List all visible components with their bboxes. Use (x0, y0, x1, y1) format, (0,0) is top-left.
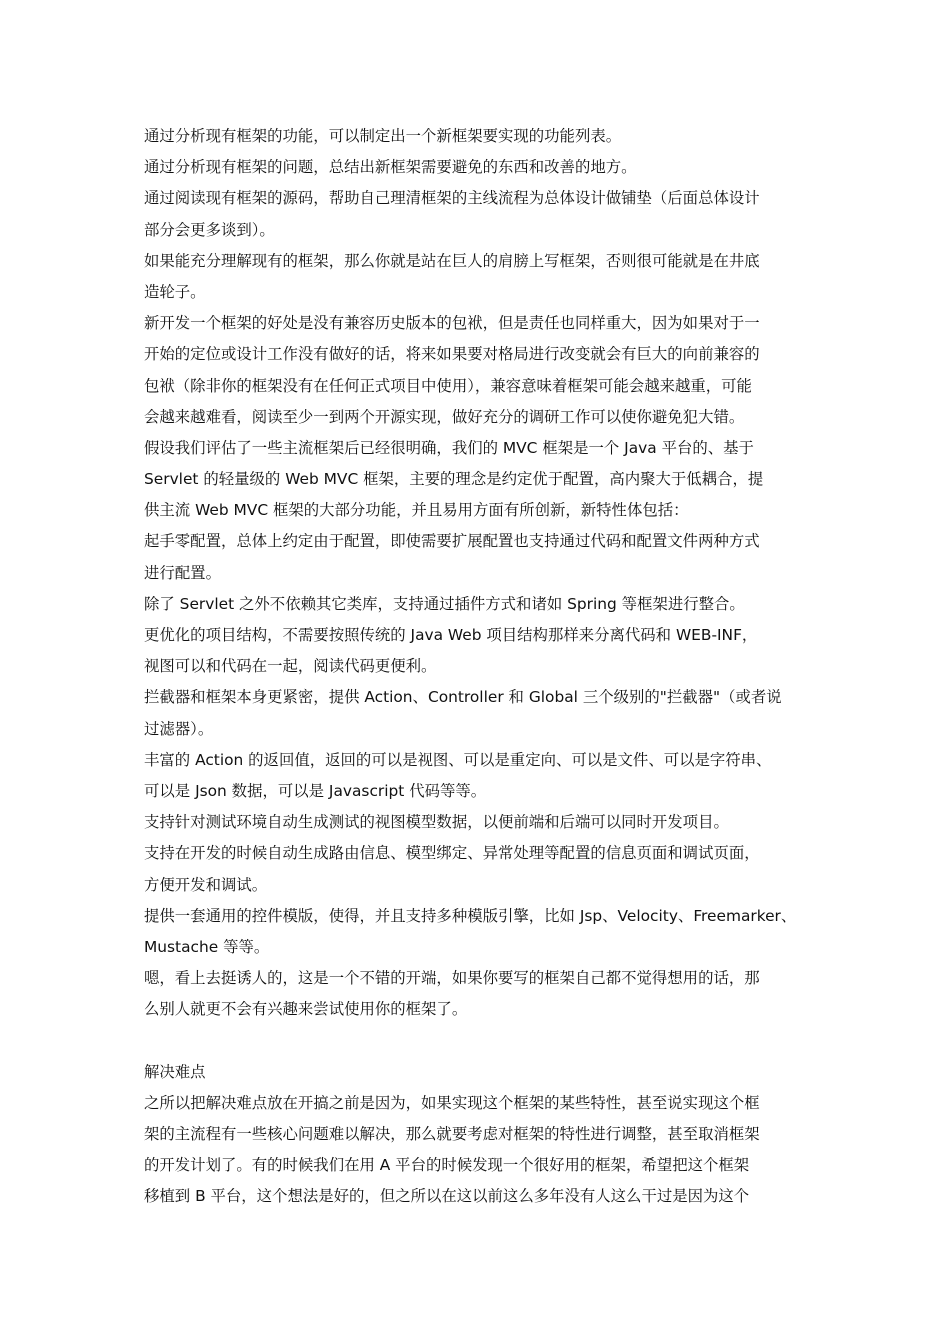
paragraph (144, 682, 808, 744)
text-line: 支持针对测试环境自动生成测试的视图模型数据，以便前端和后端可以同时开发项目。 (144, 813, 729, 832)
blank-line (144, 1025, 808, 1056)
text-line: 移植到 B 平台，这个想法是好的，但之所以在这以前这么多年没有人这么干过是因为这个 (144, 1187, 750, 1206)
paragraph (144, 1088, 808, 1213)
paragraph (144, 433, 808, 527)
text-line: Mustache 等等。 (144, 937, 270, 956)
text-line: 架的主流程有一些核心问题难以解决，那么就要考虑对框架的特性进行调整，甚至取消框架 (144, 1125, 760, 1143)
paragraph (144, 526, 808, 588)
paragraph (144, 838, 808, 900)
section-heading: 解决难点 (144, 1062, 206, 1081)
text-line: 更优化的项目结构，不需要按照传统的 Java Web 项目结构那样来分离代码和 WEB-INF， (144, 626, 758, 644)
text-line: 么别人就更不会有兴趣来尝试使用你的框架了。 (144, 1000, 468, 1019)
text-line: 造轮子。 (144, 282, 206, 301)
paragraph (144, 589, 808, 620)
text-line: 提供一套通用的控件模版，使得，并且支持多种模版引擎，比如 Jsp、Velocity、Freemarker、 (144, 906, 797, 925)
text-line: 会越来越难看，阅读至少一到两个开源实现，做好充分的调研工作可以使你避免犯大错。 (144, 407, 745, 426)
text-line: 新开发一个框架的好处是没有兼容历史版本的包袱，但是责任也同样重大，因为如果对于一 (144, 314, 760, 333)
document-body (144, 121, 808, 1213)
text-line: 供主流 Web MVC 框架的大部分功能，并且易用方面有所创新，新特性体包括： (144, 501, 689, 520)
paragraph (144, 121, 808, 152)
text-line: 过滤器）。 (144, 719, 214, 738)
text-line: 进行配置。 (144, 563, 221, 582)
text-line: 支持在开发的时候自动生成路由信息、模型绑定、异常处理等配置的信息页面和调试页面， (144, 844, 760, 863)
text-line: 起手零配置，总体上约定由于配置，即使需要扩展配置也支持通过代码和配置文件两种方式 (144, 532, 760, 551)
text-line: 假设我们评估了一些主流框架后已经很明确，我们的 MVC 框架是一个 Java 平台的、基于 (144, 438, 754, 457)
text-line: 通过阅读现有框架的源码，帮助自己理清框架的主线流程为总体设计做铺垫（后面总体设计 (144, 189, 760, 208)
text-line: 通过分析现有框架的功能，可以制定出一个新框架要实现的功能列表。 (144, 127, 622, 145)
text-line: 视图可以和代码在一起，阅读代码更便利。 (144, 657, 437, 676)
text-line: 开始的定位或设计工作没有做好的话，将来如果要对格局进行改变就会有巨大的向前兼容的 (144, 345, 760, 364)
paragraph (144, 901, 808, 963)
text-line: 如果能充分理解现有的框架，那么你就是站在巨人的肩膀上写框架，否则很可能就是在井底 (144, 251, 760, 270)
text-line: 之所以把解决难点放在开搞之前是因为，如果实现这个框架的某些特性，甚至说实现这个框 (144, 1093, 760, 1112)
paragraph (144, 183, 808, 245)
paragraph (144, 246, 808, 308)
text-line: 可以是 Json 数据，可以是 Javascript 代码等等。 (144, 781, 487, 800)
text-line: 嗯，看上去挺诱人的，这是一个不错的开端，如果你要写的框架自己都不觉得想用的话，那 (144, 969, 760, 988)
text-line: 部分会更多谈到）。 (144, 220, 275, 239)
paragraph (144, 152, 808, 183)
paragraph (144, 807, 808, 838)
text-line: 丰富的 Action 的返回值，返回的可以是视图、可以是重定向、可以是文件、可以是字符串、 (144, 750, 772, 769)
text-line: Servlet 的轻量级的 Web MVC 框架，主要的理念是约定优于配置，高内聚大于低耦合，提 (144, 470, 764, 489)
text-line: 拦截器和框架本身更紧密，提供 Action、Controller 和 Global 三个级别的"拦截器"（或者说 (144, 688, 782, 707)
text-line: 通过分析现有框架的问题，总结出新框架需要避免的东西和改善的地方。 (144, 158, 637, 177)
text-line: 的开发计划了。有的时候我们在用 A 平台的时候发现一个很好用的框架，希望把这个框架 (144, 1156, 750, 1175)
paragraph (144, 963, 808, 1025)
text-line: 方便开发和调试。 (144, 875, 268, 894)
text-line: 除了 Servlet 之外不依赖其它类库，支持通过插件方式和诸如 Spring 等框架进行整合。 (144, 594, 745, 613)
paragraph (144, 745, 808, 807)
paragraph (144, 620, 808, 682)
paragraph (144, 308, 808, 433)
text-line: 包袱（除非你的框架没有在任何正式项目中使用），兼容意味着框架可能会越来越重，可能 (144, 376, 752, 395)
